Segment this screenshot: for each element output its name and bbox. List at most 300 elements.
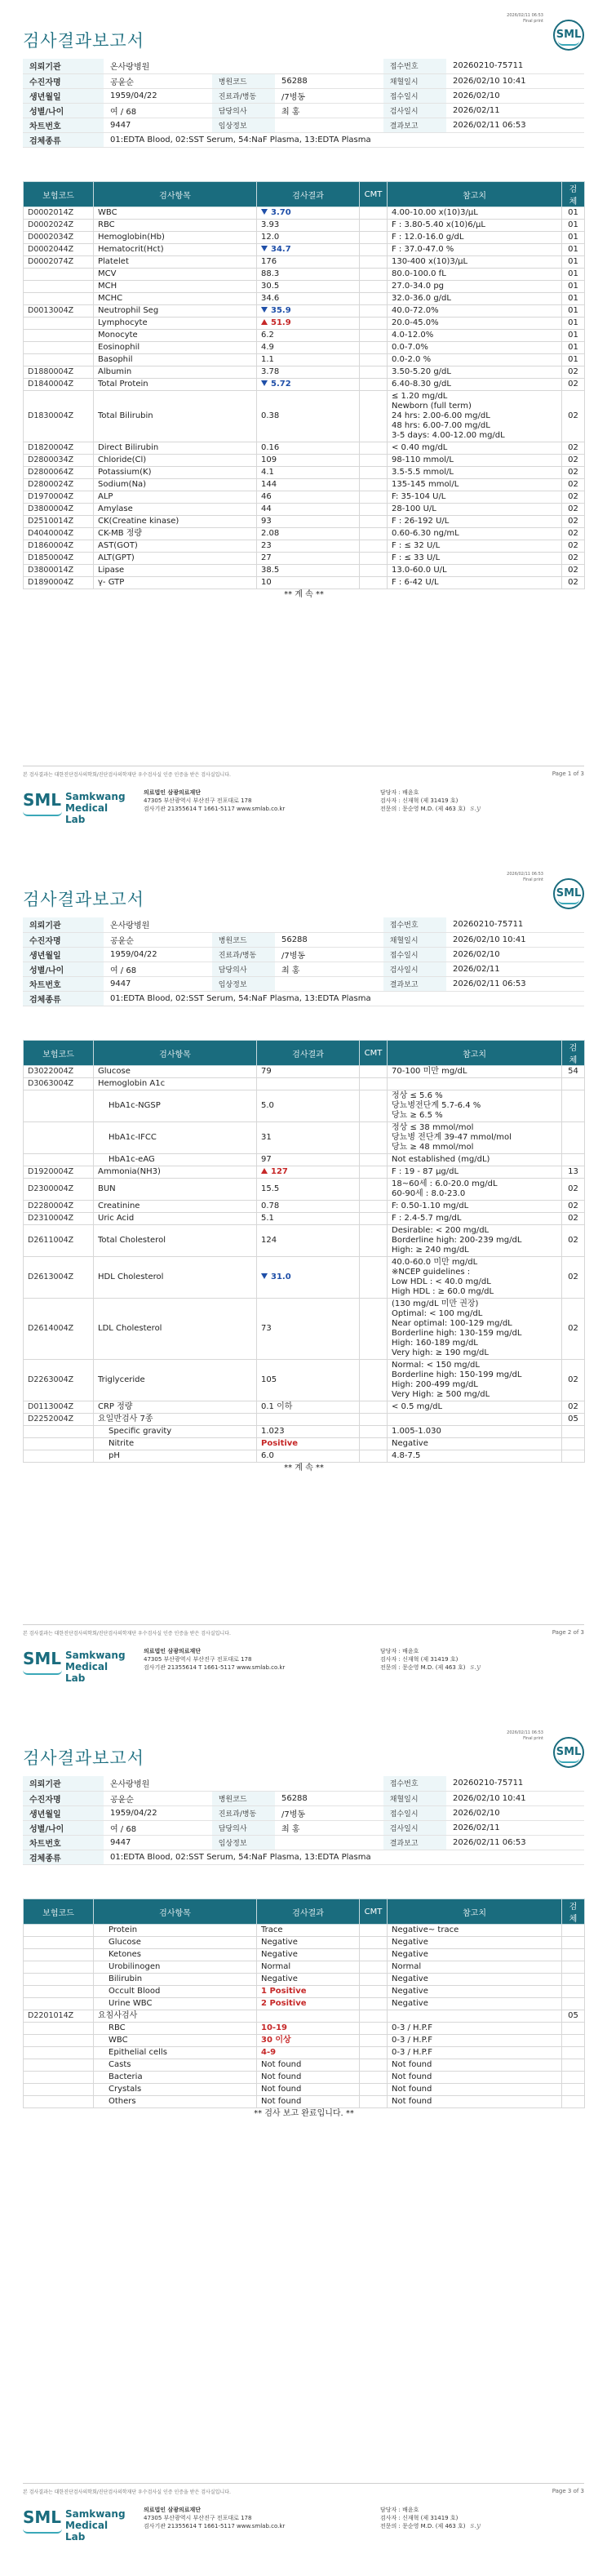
row-result	[257, 516, 360, 528]
table-row	[24, 293, 585, 305]
row-item: ALT(GPT)	[94, 553, 257, 565]
row-result-value: 12.0	[261, 233, 280, 242]
row-result-value: 34.6	[261, 294, 280, 303]
row-code: D3800004Z	[24, 504, 94, 516]
row-ref-value: ≤ 1.20 mg/dL Newborn (full term) 24 hrs: 2.00-6.00 mg/dL 48 hrs: 6.00-7.00 mg/dL 3-5 days: 4.00-12.00 mg/dL	[392, 392, 505, 440]
row-cmt	[360, 305, 388, 318]
row-item: HDL Cholesterol	[94, 1257, 257, 1299]
row-ref-value: Not found	[392, 2097, 432, 2106]
row-ref-value: < 0.40 mg/dL	[392, 443, 448, 452]
table-row	[24, 2084, 585, 2096]
row-item: Hemoglobin(Hb)	[94, 232, 257, 244]
dept-value: /7병동	[275, 88, 383, 103]
row-code: D0002044Z	[24, 244, 94, 256]
row-ref-value: Normal: < 150 mg/dL Borderline high: 150-199 mg/dL High: 200-499 mg/dL Very High: ≥ 500 mg/dL	[392, 1361, 522, 1399]
row-code	[24, 1450, 94, 1463]
row-cmt	[360, 467, 388, 479]
row-result	[257, 354, 360, 366]
row-item: Epithelial cells	[94, 2047, 257, 2059]
row-spec: 01	[562, 318, 585, 330]
row-result	[257, 467, 360, 479]
row-result	[257, 1998, 360, 2010]
name-label: 수진자명	[23, 73, 104, 88]
row-spec: 01	[562, 293, 585, 305]
row-cmt	[360, 354, 388, 366]
table-row	[24, 516, 585, 528]
row-spec	[562, 2047, 585, 2059]
row-result-value: 4.9	[261, 343, 274, 352]
row-ref	[388, 1961, 562, 1974]
row-result	[257, 379, 360, 391]
table-row	[24, 2023, 585, 2035]
row-cmt	[360, 2035, 388, 2047]
row-ref	[388, 1426, 562, 1438]
row-cmt	[360, 479, 388, 491]
table-row	[24, 577, 585, 589]
low-flag-icon	[261, 1273, 268, 1279]
row-code: D0002024Z	[24, 220, 94, 232]
row-result	[257, 479, 360, 491]
row-result-value: 38.5	[261, 566, 280, 575]
sexage-value: 여 / 68	[104, 103, 212, 118]
row-item: Lipase	[94, 565, 257, 577]
row-result-value: 51.9	[271, 318, 291, 327]
row-result	[257, 391, 360, 442]
row-cmt	[360, 2023, 388, 2035]
table-row	[24, 2096, 585, 2108]
row-cmt	[360, 2072, 388, 2084]
row-ref-value: 32.0-36.0 g/dL	[392, 294, 451, 303]
table-row	[24, 2035, 585, 2047]
row-result	[257, 455, 360, 467]
row-spec: 02	[562, 467, 585, 479]
clinical-label: 임상정보	[212, 118, 275, 132]
samkwang-logo-icon: SML Samkwang Medical Lab	[23, 790, 126, 825]
table-row	[24, 504, 585, 516]
row-result-value: 5.1	[261, 1214, 274, 1223]
row-code: D3800014Z	[24, 565, 94, 577]
row-ref	[388, 1090, 562, 1122]
row-item: Glucose	[94, 1066, 257, 1078]
report-title: 검사결과보고서	[23, 31, 145, 51]
received-label: 접수일시	[383, 88, 446, 103]
row-code: D2252004Z	[24, 1414, 94, 1426]
row-ref	[388, 2010, 562, 2023]
row-code	[24, 2084, 94, 2096]
row-result-value: Positive	[261, 1439, 299, 1448]
sml-logo-icon: SML	[553, 878, 584, 909]
row-ref	[388, 2084, 562, 2096]
row-cmt	[360, 1090, 388, 1122]
table-row	[24, 232, 585, 244]
row-result-value: Not found	[261, 2072, 302, 2081]
table-row	[24, 2072, 585, 2084]
row-code	[24, 269, 94, 281]
hospcode-label: 병원코드	[212, 73, 275, 88]
row-result	[257, 232, 360, 244]
row-cmt	[360, 330, 388, 342]
row-item: Others	[94, 2096, 257, 2108]
table-row	[24, 1986, 585, 1998]
table-row	[24, 1166, 585, 1179]
row-result-value: 4-9	[261, 2048, 277, 2057]
row-ref	[388, 1225, 562, 1257]
row-code	[24, 2096, 94, 2108]
results-table: 보험코드 검사항목 검사결과 CMT 참고치 검체 D3022004Z Glucose 79 70-100 미만 mg/dL 54 D3063004Z Hemoglobin A1c HbA1c-NGSP 5.0 정상 ≤ 5.6 % 당뇨병전단계 5.7-6.4 % 당뇨 ≥ 6.5 % HbA1c-IFCC 31 정상 ≤ 38 mmol/mol 당뇨병 전단계 39-47 mmol/mol 당뇨 ≥ 48 mmol/mol HbA1c-eAG 97 Not established (mg/dL) D1920004Z Ammonia(NH3) 127 F : 19 - 87 μg/dL 13 D2300004Z BUN 15.5 18~60세 : 6.0-20.0 mg/dL 60-90세 : 8.0-23.0 02 D2280004Z Creatinine 0.78 F: 0.50-1.10 mg/dL 02 D2310004Z Uric Acid 5.1 F : 2.4-5.7 mg/dL 02 D2611004Z Total Cholesterol 124 Desirable: < 200 mg/dL Borderline high: 200-239 mg/dL High: ≥ 240 mg/dL 02 D2613004Z HDL Cholesterol 31.0 40.0-60.0 미만 mg/dL ※NCEP guidelines : Low HDL : < 40.0 mg/dL High HDL : ≥ 60.0 mg/dL 02 D2614004Z LDL Cholesterol 73 (130 mg/dL 미만 권장) Optimal: < 100 mg/dL Near optimal: 100-129 mg/dL Borderline high: 130-159 mg/dL High: 160-189 mg/dL Very high: ≥ 190 mg/dL 02 D2263004Z Triglyceride 105 Normal: < 150 mg/dL Borderline high: 150-199 mg/dL High: 200-499 mg/dL Very High: ≥ 500 mg/dL 02 D0113004Z CRP 정량 0.1 이하 < 0.5 mg/dL 02 D2252004Z 요일반검사 7종 05 Specific gravity 1.023 1.005-1.030 Nitrite Positive Negative pH 6.0 4.8-7.5 ** 계 속 **	[23, 1040, 585, 1474]
row-spec: 02	[562, 491, 585, 504]
row-ref	[388, 2047, 562, 2059]
row-cmt	[360, 1360, 388, 1401]
row-cmt	[360, 1986, 388, 1998]
row-item: Hemoglobin A1c	[94, 1078, 257, 1090]
table-row	[24, 1974, 585, 1986]
row-code: D1920004Z	[24, 1166, 94, 1179]
row-item: Direct Bilirubin	[94, 442, 257, 455]
row-code	[24, 1925, 94, 1937]
row-code: D2201014Z	[24, 2010, 94, 2023]
row-result	[257, 442, 360, 455]
row-result	[257, 1154, 360, 1166]
row-ref-value: Normal	[392, 1962, 422, 1971]
row-ref	[388, 1166, 562, 1179]
row-item: RBC	[94, 220, 257, 232]
col-ref: 참고치	[388, 182, 562, 207]
row-result	[257, 2096, 360, 2108]
row-item: Uric Acid	[94, 1213, 257, 1225]
row-spec: 02	[562, 1299, 585, 1360]
row-cmt	[360, 2047, 388, 2059]
page-content	[23, 859, 584, 1717]
row-cmt	[360, 1299, 388, 1360]
report-title: 검사결과보고서	[23, 890, 145, 909]
row-result-value: 44	[261, 504, 272, 513]
row-ref-value: 0.0-2.0 %	[392, 355, 432, 364]
row-spec	[562, 1949, 585, 1961]
row-result-value: Not found	[261, 2060, 302, 2069]
row-result-value: 0.16	[261, 443, 280, 452]
sexage-label: 성별/나이	[23, 103, 104, 118]
row-result	[257, 305, 360, 318]
row-spec: 02	[562, 516, 585, 528]
row-ref	[388, 1122, 562, 1154]
row-cmt	[360, 1438, 388, 1450]
table-row	[24, 455, 585, 467]
row-result	[257, 1122, 360, 1154]
reported-label: 결과보고	[383, 118, 446, 132]
row-ref	[388, 1360, 562, 1401]
row-spec	[562, 2023, 585, 2035]
table-row	[24, 1299, 585, 1360]
row-item: MCH	[94, 281, 257, 293]
row-item: Monocyte	[94, 330, 257, 342]
row-spec	[562, 1986, 585, 1998]
row-ref	[388, 281, 562, 293]
row-code	[24, 1961, 94, 1974]
samkwang-logo-icon: SML Samkwang Medical Lab	[23, 1649, 126, 1684]
table-row	[24, 2010, 585, 2023]
row-spec: 02	[562, 379, 585, 391]
row-result	[257, 1937, 360, 1949]
row-item: Protein	[94, 1925, 257, 1937]
row-result	[257, 528, 360, 540]
row-ref-value: 0-3 / H.P.F	[392, 2036, 432, 2045]
row-code: D4040004Z	[24, 528, 94, 540]
row-item: CK-MB 정량	[94, 528, 257, 540]
table-row	[24, 1225, 585, 1257]
row-ref	[388, 540, 562, 553]
row-result-value: 15.5	[261, 1184, 280, 1193]
signatures: 담당자 : 배윤호 검사자 : 신재혁 (제 31419 호) 전문의 : 문순영 M.D. (제 463 호) s.y	[380, 1648, 481, 1672]
row-spec: 02	[562, 577, 585, 589]
row-code: D2263004Z	[24, 1360, 94, 1401]
col-cmt: CMT	[360, 182, 388, 207]
row-ref	[388, 207, 562, 220]
row-result	[257, 1213, 360, 1225]
row-item: MCHC	[94, 293, 257, 305]
row-spec	[562, 1974, 585, 1986]
row-result	[257, 553, 360, 565]
table-row	[24, 1438, 585, 1450]
low-flag-icon	[261, 209, 268, 215]
lab-address: 의료법인 삼광의료재단 47305 부산광역시 부산진구 전포대로 178 검사기관 21355614 T 1661-5117 www.smlab.co.kr	[144, 1648, 286, 1671]
row-item: Total Protein	[94, 379, 257, 391]
row-result-value: 6.0	[261, 1451, 274, 1460]
row-result	[257, 491, 360, 504]
row-spec	[562, 1961, 585, 1974]
row-result	[257, 1201, 360, 1213]
row-spec: 01	[562, 244, 585, 256]
col-result: 검사결과	[257, 182, 360, 207]
row-spec: 02	[562, 1360, 585, 1401]
row-result-value: 46	[261, 492, 272, 501]
row-result-value: 10	[261, 578, 272, 587]
row-result-value: 3.78	[261, 367, 280, 376]
row-result-value: 30.5	[261, 282, 280, 291]
page-number: Page 1 of 3	[552, 771, 584, 777]
row-result-value: 0.38	[261, 411, 280, 420]
table-row	[24, 1450, 585, 1463]
row-code	[24, 1438, 94, 1450]
row-result-value: Not found	[261, 2097, 302, 2106]
tested-label: 검사일시	[383, 103, 446, 118]
sml-logo-icon: SML	[553, 1737, 584, 1768]
row-code: D0002074Z	[24, 256, 94, 269]
row-item: Bacteria	[94, 2072, 257, 2084]
row-cmt	[360, 455, 388, 467]
row-result-value: Trace	[261, 1925, 283, 1934]
report-page-2	[0, 859, 607, 1717]
row-ref-value: F : 19 - 87 μg/dL	[392, 1167, 459, 1176]
row-item: Creatinine	[94, 1201, 257, 1213]
row-spec: 01	[562, 281, 585, 293]
row-result	[257, 1974, 360, 1986]
row-spec	[562, 1925, 585, 1937]
row-result-value: Negative	[261, 1950, 298, 1959]
row-code: D2510014Z	[24, 516, 94, 528]
table-row	[24, 354, 585, 366]
row-spec: 02	[562, 479, 585, 491]
row-result	[257, 2047, 360, 2059]
row-ref-value: 0-3 / H.P.F	[392, 2023, 432, 2032]
row-ref	[388, 305, 562, 318]
low-flag-icon	[261, 246, 268, 251]
row-result-value: 31.0	[271, 1272, 291, 1281]
row-code	[24, 1122, 94, 1154]
row-cmt	[360, 528, 388, 540]
table-row	[24, 1360, 585, 1401]
row-result	[257, 1986, 360, 1998]
row-code	[24, 2072, 94, 2084]
row-spec	[562, 1078, 585, 1090]
row-result	[257, 1925, 360, 1937]
row-cmt	[360, 565, 388, 577]
row-item: 요침사검사	[94, 2010, 257, 2023]
row-spec: 02	[562, 1201, 585, 1213]
row-item: Nitrite	[94, 1438, 257, 1450]
table-row	[24, 1066, 585, 1078]
row-item: WBC	[94, 2035, 257, 2047]
row-result	[257, 293, 360, 305]
row-cmt	[360, 577, 388, 589]
row-ref-value: F : 26-192 U/L	[392, 517, 450, 526]
row-ref	[388, 330, 562, 342]
row-ref-value: Not found	[392, 2060, 432, 2069]
row-cmt	[360, 1225, 388, 1257]
report-page-1	[0, 0, 607, 859]
row-item: LDL Cholesterol	[94, 1299, 257, 1360]
table-row	[24, 528, 585, 540]
row-item: HbA1c-NGSP	[94, 1090, 257, 1122]
row-spec	[562, 2072, 585, 2084]
row-result	[257, 2023, 360, 2035]
table-row	[24, 342, 585, 354]
row-result-value: 30 이상	[261, 2036, 291, 2045]
row-cmt	[360, 1998, 388, 2010]
row-result	[257, 1225, 360, 1257]
specimen-value: 01:EDTA Blood, 02:SST Serum, 54:NaF Plasma, 13:EDTA Plasma	[104, 132, 584, 147]
row-ref	[388, 269, 562, 281]
row-result-value: 5.0	[261, 1101, 274, 1110]
row-item: Triglyceride	[94, 1360, 257, 1401]
row-ref-value: 4.0-12.0%	[392, 331, 434, 340]
row-item: WBC	[94, 207, 257, 220]
row-ref-value: Negative	[392, 1439, 428, 1448]
row-result	[257, 2010, 360, 2023]
patient-info-table	[23, 59, 584, 148]
table-row	[24, 1949, 585, 1961]
row-result-value: 127	[271, 1167, 288, 1176]
row-result-value: 1.1	[261, 355, 274, 364]
page-content	[23, 0, 584, 859]
reported-value: 2026/02/11 06:53	[446, 118, 584, 132]
row-spec: 01	[562, 330, 585, 342]
row-ref-value: 6.40-8.30 g/dL	[392, 380, 451, 389]
row-code	[24, 1998, 94, 2010]
row-cmt	[360, 269, 388, 281]
tested-value: 2026/02/11	[446, 103, 584, 118]
row-ref	[388, 467, 562, 479]
table-row	[24, 1122, 585, 1154]
signatures: 담당자 : 배윤호 검사자 : 신재혁 (제 31419 호) 전문의 : 문순영 M.D. (제 463 호) s.y	[380, 2507, 481, 2530]
row-ref-value: Not established (mg/dL)	[392, 1155, 490, 1164]
row-spec: 05	[562, 1414, 585, 1426]
low-flag-icon	[261, 307, 268, 313]
name-value: 공윤순	[104, 73, 212, 88]
row-code	[24, 330, 94, 342]
lab-address: 의료법인 삼광의료재단 47305 부산광역시 부산진구 전포대로 178 검사기관 21355614 T 1661-5117 www.smlab.co.kr	[144, 2507, 286, 2529]
row-cmt	[360, 1937, 388, 1949]
table-row	[24, 244, 585, 256]
row-ref-value: 20.0-45.0%	[392, 318, 439, 327]
table-row	[24, 1414, 585, 1426]
row-ref	[388, 220, 562, 232]
row-code	[24, 342, 94, 354]
row-cmt	[360, 540, 388, 553]
row-item: Hematocrit(Hct)	[94, 244, 257, 256]
row-spec: 01	[562, 342, 585, 354]
row-spec	[562, 2096, 585, 2108]
table-row	[24, 565, 585, 577]
row-code	[24, 293, 94, 305]
table-row	[24, 2047, 585, 2059]
row-ref-value: 0.60-6.30 ng/mL	[392, 529, 459, 538]
row-ref	[388, 391, 562, 442]
row-result-value: 2.08	[261, 529, 280, 538]
row-ref	[388, 1974, 562, 1986]
row-ref	[388, 1078, 562, 1090]
row-code	[24, 354, 94, 366]
row-ref-value: 0-3 / H.P.F	[392, 2048, 432, 2057]
specimen-label: 검체종류	[23, 132, 104, 147]
row-result	[257, 330, 360, 342]
row-ref-value: F: 35-104 U/L	[392, 492, 446, 501]
row-result	[257, 1438, 360, 1450]
row-spec: 01	[562, 305, 585, 318]
row-ref-value: 70-100 미만 mg/dL	[392, 1067, 467, 1076]
clinical-value	[275, 118, 383, 132]
row-result	[257, 342, 360, 354]
row-cmt	[360, 504, 388, 516]
report-endnote: ** 계 속 **	[284, 1463, 324, 1472]
row-ref	[388, 2035, 562, 2047]
row-result	[257, 1257, 360, 1299]
row-spec: 02	[562, 391, 585, 442]
row-result	[257, 1414, 360, 1426]
row-result	[257, 1426, 360, 1438]
row-ref-value: Negative	[392, 1974, 428, 1983]
row-spec: 02	[562, 504, 585, 516]
table-row	[24, 1401, 585, 1414]
row-result	[257, 2059, 360, 2072]
row-result	[257, 1401, 360, 1414]
row-cmt	[360, 379, 388, 391]
row-ref-value: Not found	[392, 2085, 432, 2094]
row-result-value: 88.3	[261, 269, 280, 278]
row-code	[24, 1949, 94, 1961]
table-row	[24, 1925, 585, 1937]
row-spec: 02	[562, 455, 585, 467]
row-code: D2611004Z	[24, 1225, 94, 1257]
row-spec: 01	[562, 269, 585, 281]
row-item: Chloride(Cl)	[94, 455, 257, 467]
row-item: CRP 정량	[94, 1401, 257, 1414]
row-ref-value: (130 mg/dL 미만 권장) Optimal: < 100 mg/dL Near optimal: 100-129 mg/dL Borderline high: 130-159 mg/dL High: 160-189 mg/dL Very high: ≥ 190 mg/dL	[392, 1299, 522, 1357]
row-item: CK(Creatine kinase)	[94, 516, 257, 528]
row-result-value: 105	[261, 1375, 277, 1384]
high-flag-icon	[261, 319, 268, 325]
row-cmt	[360, 2010, 388, 2023]
report-title: 검사결과보고서	[23, 1748, 145, 1768]
